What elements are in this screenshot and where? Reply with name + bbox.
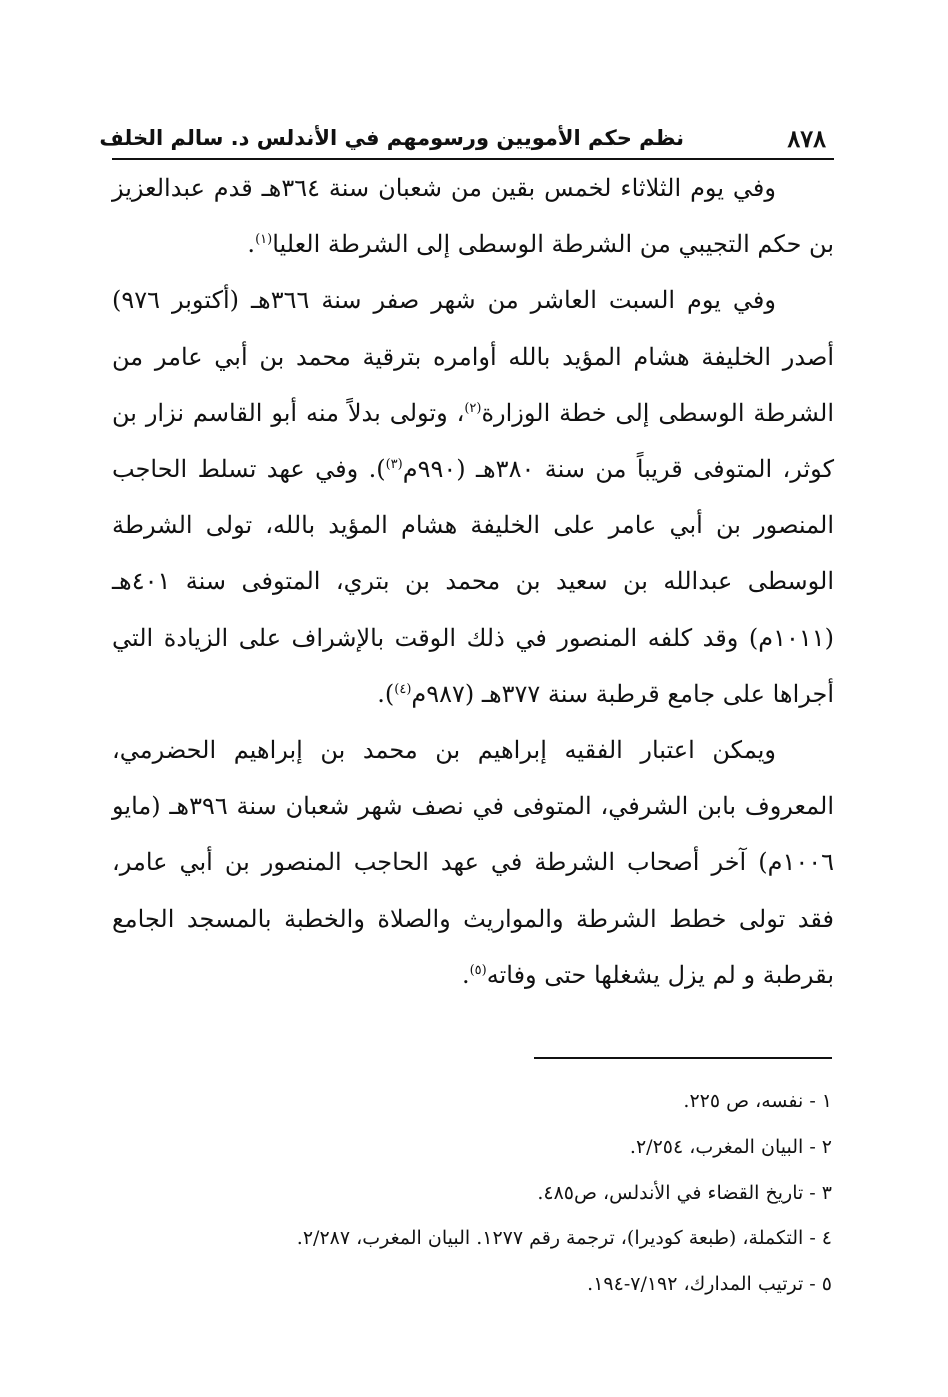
footnote-ref-2: (٢) (464, 400, 482, 416)
footnote-2: ٢ - البيان المغرب، ٢/٢٥٤. (629, 1135, 832, 1158)
page-number: ٨٧٨ (787, 124, 826, 153)
paragraph-1-text: وفي يوم الثلاثاء لخمس بقين من شعبان سنة ٣٦٤هـ قدم عبدالعزيز بن حكم التجيبي من الشرطة الوسطى إلى الشرطة العليا (112, 174, 834, 259)
footnote-ref-4: (٤) (394, 681, 412, 697)
running-title: نظم حكم الأمويين ورسومهم في الأندلس د. سالم الخلف (99, 126, 684, 150)
paragraph-3 (112, 722, 834, 1003)
paragraph-2-text-d: ). (377, 679, 395, 708)
paragraph-2-text-a: وفي يوم السبت العاشر من شهر صفر سنة ٣٦٦هـ (أكتوبر ٩٧٦) أصدر الخليفة هشام المؤيد بالله أوامره بترقية محمد بن أبي عامر من الشرطة الوسطى إلى خطة الوزارة (112, 286, 834, 427)
paragraph-2 (112, 272, 834, 722)
footnote-4: ٤ - التكملة، (طبعة كوديرا)، ترجمة رقم ١٢٧٧. البيان المغرب، ٢/٢٨٧. (296, 1227, 832, 1250)
footnote-ref-1: (١) (255, 232, 273, 248)
footnote-separator (534, 1057, 832, 1059)
paragraph-3-end: . (461, 960, 470, 989)
footnote-1: ١ - نفسه، ص ٢٢٥. (683, 1090, 832, 1112)
footnote-ref-3: (٣) (385, 457, 403, 473)
footnotes (112, 1079, 834, 1308)
paragraph-2-text-b: ، وتولى بدلاً منه أبو القاسم نزار بن كوثر، المتوفى قريباً من سنة ٣٨٠هـ (٩٩٠م (112, 398, 834, 484)
footnote-5: ٥ - ترتيب المدارك، ٧/١٩٢-١٩٤. (587, 1273, 832, 1296)
paragraph-2-text-c: ). وفي عهد تسلط الحاجب المنصور بن أبي عامر على الخليفة هشام المؤيد بالله، تولى الشرطة الوسطى عبدالله بن سعيد بن محمد بن بتري، المتوفى سنة ٤٠١هـ (١٠١١م) وقد كلفه المنصور في ذلك الوقت بالإشراف على الزيادة التي أجراها على جامع قرطبة سنة ٣٧٧هـ (٩٨٧م (112, 455, 834, 708)
paragraph-3-text: ويمكن اعتبار الفقيه إبراهيم بن محمد بن إبراهيم الحضرمي، المعروف بابن الشرفي، المتوفى في نصف شهر شعبان سنة ٣٩٦هـ (مايو ١٠٠٦م) آخر أصحاب الشرطة في عهد الحاجب المنصور بن أبي عامر، فقد تولى خطط الشرطة والمواريث والصلاة والخطبة بالمسجد الجامع بقرطبة و لم يزل يشغلها حتى وفاته (112, 736, 834, 989)
paragraph-1-end: . (247, 230, 256, 259)
footnote-ref-5: (٥) (469, 962, 487, 978)
body-text (112, 160, 834, 1003)
footnote-3: ٣ - تاريخ القضاء في الأندلس، ص٤٨٥. (537, 1181, 832, 1204)
paragraph-1 (112, 160, 834, 272)
page-header (99, 118, 834, 160)
